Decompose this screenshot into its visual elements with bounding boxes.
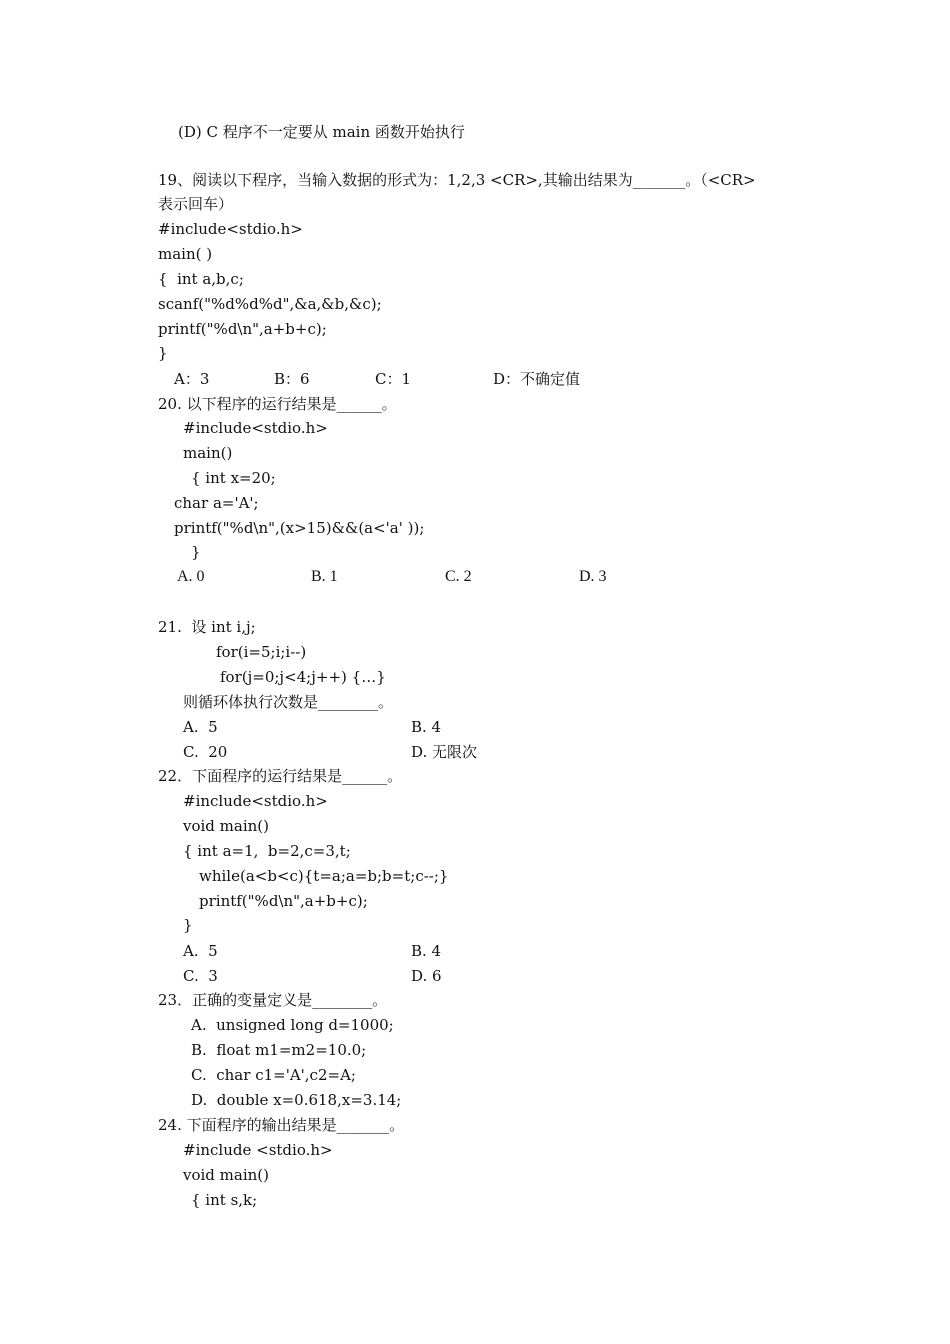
q21-stem: 21. 设 int i,j; (158, 618, 256, 636)
q19-code-line: scanf("%d%d%d",&a,&b,&c); (158, 295, 382, 313)
q22-stem: 22．下面程序的运行结果是______。 (158, 767, 403, 785)
q19-code-line: #include<stdio.h> (158, 220, 303, 238)
q23-option-d: D. double x=0.618,x=3.14; (191, 1091, 402, 1109)
q20-code-line: main() (183, 444, 233, 462)
q22-code-line: #include<stdio.h> (183, 792, 328, 810)
q20-option-a: A. 0 (177, 568, 205, 585)
q23-option-a: A. unsigned long d=1000; (191, 1016, 394, 1034)
q22-code-line: { int a=1, b=2,c=3,t; (183, 842, 351, 860)
q22-option-b: B. 4 (411, 942, 442, 960)
q24-stem: 24. 下面程序的输出结果是_______。 (158, 1116, 405, 1134)
q21-option-d: D. 无限次 (411, 743, 478, 761)
q21-code-line: for(i=5;i;i--) (216, 643, 307, 661)
q24-code-line: void main() (183, 1166, 270, 1184)
q23-option-b: B. float m1=m2=10.0; (191, 1041, 367, 1059)
q23-stem: 23．正确的变量定义是________。 (158, 991, 388, 1009)
q20-code-line: #include<stdio.h> (183, 419, 328, 437)
q22-code-line: while(a<b<c){t=a;a=b;b=t;c--;} (199, 867, 449, 885)
q19-option-d: D：不确定值 (493, 370, 581, 388)
q22-option-a: A. 5 (183, 942, 218, 960)
q20-stem: 20. 以下程序的运行结果是______。 (158, 395, 397, 413)
q19-option-a: A：3 (174, 370, 210, 388)
q19-option-b: B：6 (274, 370, 310, 388)
q22-option-c: C. 3 (183, 967, 218, 985)
q22-option-d: D. 6 (411, 967, 442, 985)
q20-option-c: C. 2 (445, 568, 472, 585)
q19-stem-line2: 表示回车） (158, 195, 234, 213)
q20-code-line: } (191, 543, 201, 561)
q22-code-line: printf("%d\n",a+b+c); (199, 892, 368, 910)
q21-code-line: for(j=0;j<4;j++) {…} (220, 668, 386, 686)
q19-code-line: { int a,b,c; (158, 270, 244, 288)
q21-option-a: A. 5 (183, 718, 218, 736)
q20-option-b: B. 1 (311, 568, 338, 585)
q24-code-line: #include <stdio.h> (183, 1141, 333, 1159)
q21-prompt: 则循环体执行次数是________。 (183, 693, 394, 711)
q21-option-b: B. 4 (411, 718, 442, 736)
q19-code-line: printf("%d\n",a+b+c); (158, 320, 327, 338)
q20-option-d: D. 3 (579, 568, 607, 585)
q19-code-line: main( ) (158, 245, 213, 263)
q20-code-line: printf("%d\n",(x>15)&&(a<'a' )); (174, 519, 425, 537)
q20-code-line: char a='A'; (174, 494, 259, 512)
q23-option-c: C. char c1='A',c2=A; (191, 1066, 356, 1084)
q19-stem-line1: 19、阅读以下程序，当输入数据的形式为：1,2,3 <CR>,其输出结果为_______。（<CR> (158, 171, 756, 189)
q22-code-line: } (183, 916, 193, 934)
q20-code-line: { int x=20; (191, 469, 276, 487)
q24-code-line: { int s,k; (191, 1191, 258, 1209)
q18-option-d: (D) C 程序不一定要从 main 函数开始执行 (178, 123, 465, 141)
q22-code-line: void main() (183, 817, 270, 835)
q19-code-line: } (158, 344, 168, 362)
q19-option-c: C：1 (375, 370, 412, 388)
q21-option-c: C. 20 (183, 743, 228, 761)
